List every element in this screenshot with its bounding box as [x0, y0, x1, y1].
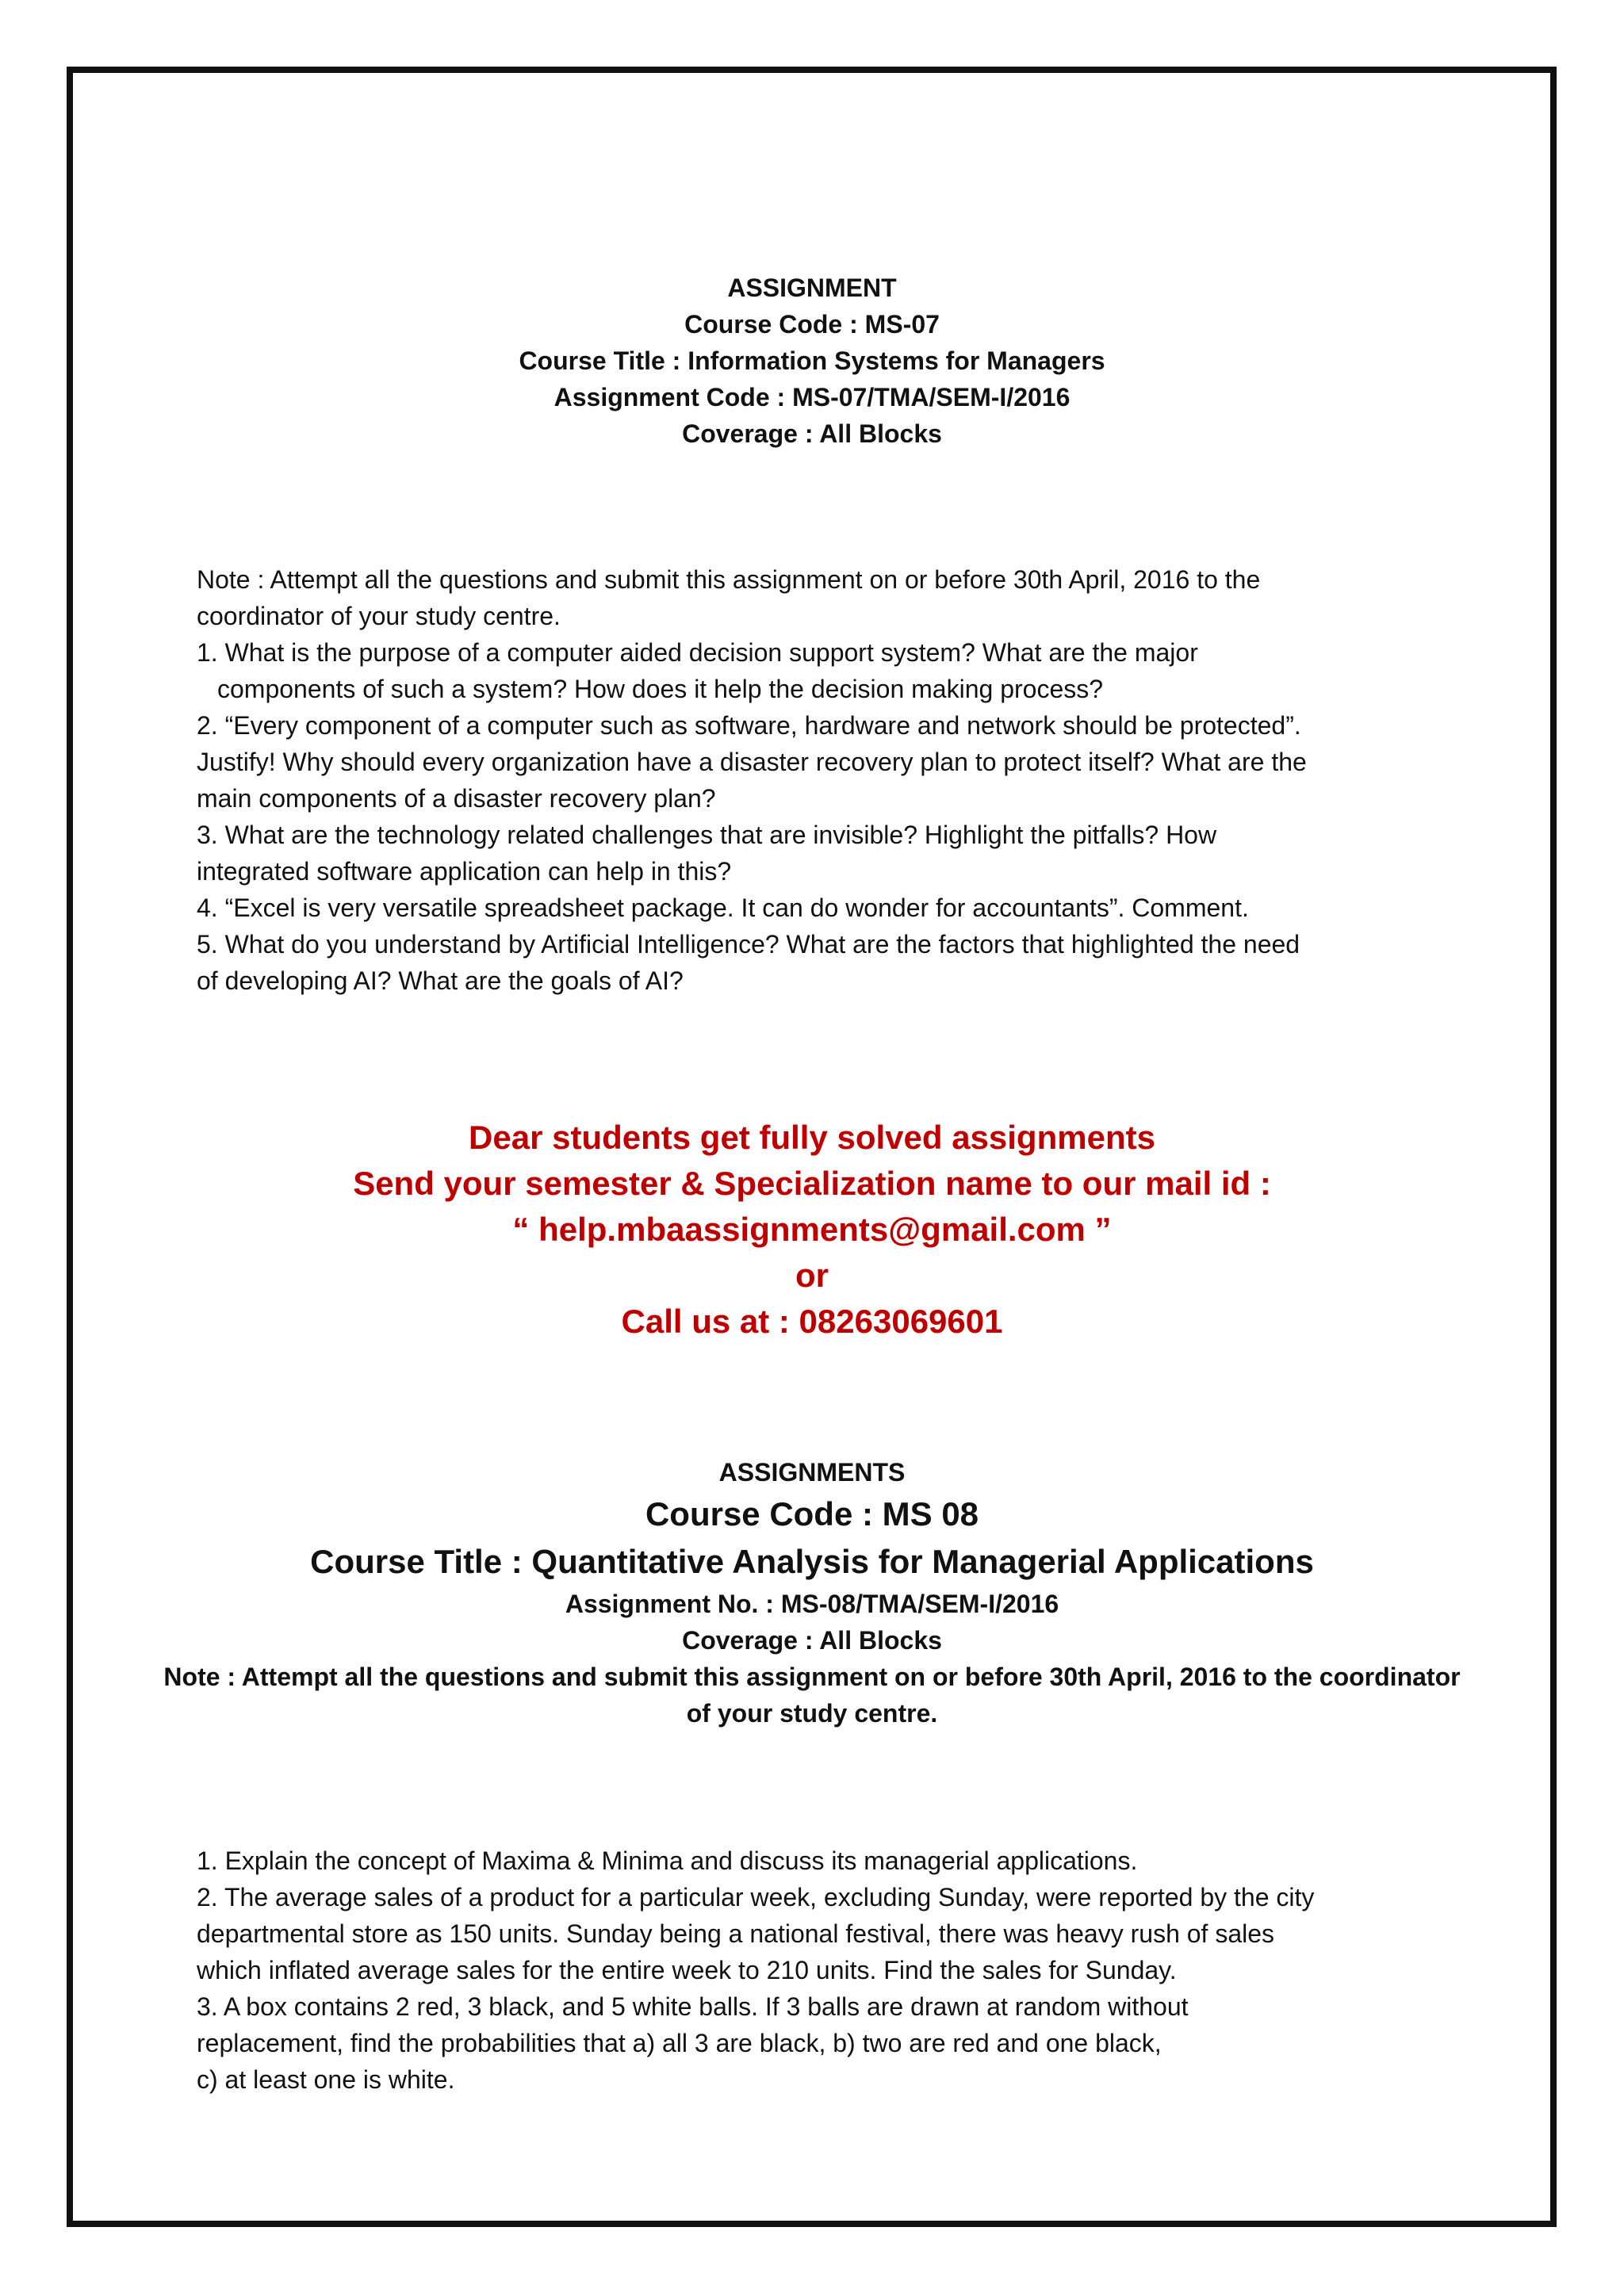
assignment2-course-code: Course Code : MS 08 [645, 1495, 979, 1533]
assignment1-question-2-cont: Justify! Why should every organization have a disaster recovery plan to protect itself? What are the [197, 748, 1307, 776]
assignment1-note-line: Note : Attempt all the questions and submit this assignment on or before 30th April, 2016 to the [197, 565, 1261, 594]
assignment1-question-5: 5. What do you understand by Artificial Intelligence? What are the factors that highlighted the need [197, 930, 1300, 959]
assignment1-header [0, 270, 1624, 452]
assignment1-question-3-cont: integrated software application can help in this? [197, 857, 732, 886]
assignment2-question-2-cont: which inflated average sales for the entire week to 210 units. Find the sales for Sunday. [197, 1956, 1177, 1984]
assignment1-course-code: Course Code : MS-07 [684, 310, 940, 339]
assignment1-course-title: Course Title : Information Systems for Managers [519, 346, 1105, 375]
assignment2-heading: ASSIGNMENTS [718, 1458, 906, 1487]
assignment2-question-3: 3. A box contains 2 red, 3 black, and 5 white balls. If 3 balls are drawn at random without [197, 1992, 1189, 2021]
assignment1-question-4: 4. “Excel is very versatile spreadsheet package. It can do wonder for accountants”. Comment. [197, 894, 1249, 922]
assignment1-question-3: 3. What are the technology related challenges that are invisible? Highlight the pitfalls? How [197, 821, 1217, 849]
assignment2-question-3-cont: c) at least one is white. [197, 2065, 455, 2094]
assignment1-body [197, 561, 1434, 999]
assignment1-question-5-cont: of developing AI? What are the goals of AI? [197, 966, 684, 995]
promo-block [0, 1115, 1624, 1345]
assignment2-header [0, 1454, 1624, 1732]
assignment1-question-2: 2. “Every component of a computer such as software, hardware and network should be protected”. [197, 711, 1301, 740]
promo-phone: Call us at : 08263069601 [621, 1303, 1003, 1340]
assignment2-question-2-cont: departmental store as 150 units. Sunday being a national festival, there was heavy rush of sales [197, 1919, 1275, 1948]
assignment2-question-1: 1. Explain the concept of Maxima & Minima and discuss its managerial applications. [197, 1846, 1138, 1875]
assignment1-question-1-cont: components of such a system? How does it help the decision making process? [217, 675, 1104, 703]
assignment1-note-line: coordinator of your study centre. [197, 602, 561, 630]
assignment2-question-2: 2. The average sales of a product for a particular week, excluding Sunday, were reported by the city [197, 1883, 1315, 1911]
assignment1-heading: ASSIGNMENT [727, 274, 897, 302]
assignment2-note: Note : Attempt all the questions and submit this assignment on or before 30th April, 2016 to the coordinator of your study centre. [163, 1663, 1461, 1728]
promo-email: “ help.mbaassignments@gmail.com ” [512, 1211, 1112, 1248]
assignment1-question-2-cont: main components of a disaster recovery plan? [197, 784, 716, 813]
assignment1-assignment-code: Assignment Code : MS-07/TMA/SEM-I/2016 [553, 383, 1071, 411]
assignment2-assignment-no: Assignment No. : MS-08/TMA/SEM-I/2016 [565, 1590, 1059, 1618]
assignment2-body [197, 1843, 1434, 2098]
assignment2-question-3-cont: replacement, find the probabilities that a) all 3 are black, b) two are red and one black, [197, 2029, 1162, 2057]
assignment2-course-title: Course Title : Quantitative Analysis for Managerial Applications [310, 1543, 1314, 1580]
promo-or: or [795, 1257, 829, 1294]
assignment1-question-1: 1. What is the purpose of a computer aided decision support system? What are the major [197, 638, 1198, 667]
assignment1-coverage: Coverage : All Blocks [682, 419, 942, 448]
assignment2-coverage: Coverage : All Blocks [682, 1626, 942, 1655]
promo-line: Send your semester & Specialization name to our mail id : [353, 1165, 1271, 1202]
promo-line: Dear students get fully solved assignments [469, 1119, 1155, 1156]
